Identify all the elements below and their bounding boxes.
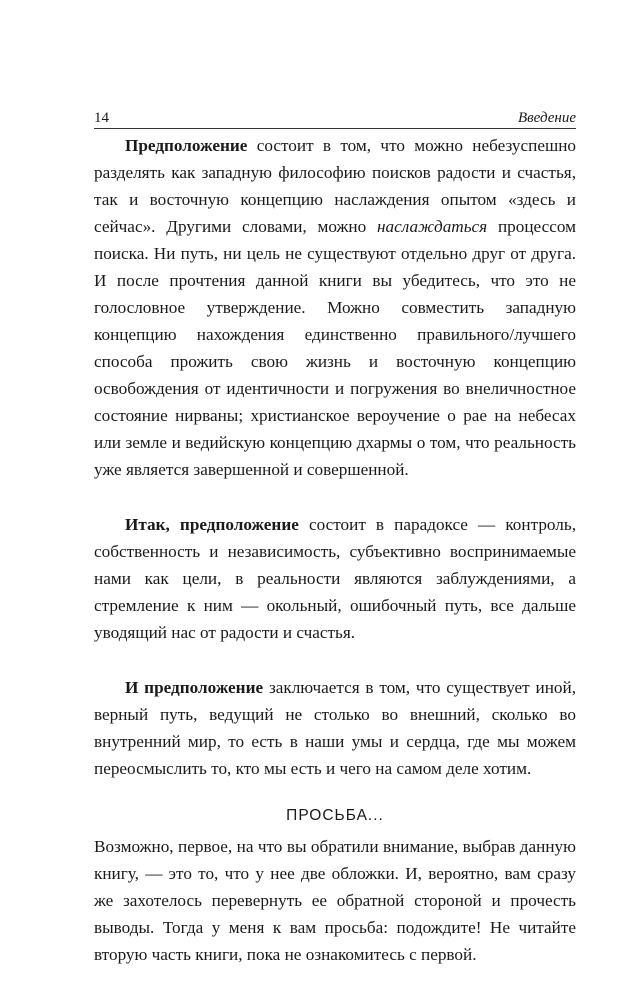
paragraph-2 (94, 511, 576, 646)
section-heading: ПРОСЬБА... (286, 807, 384, 824)
paragraph-1-text-a: состоит в том, что можно небезуспешно разделять как западную философию поисков радости и счастья, так и восточную концепцию наслаждения опытом «здесь и сейчас». Другими словами, можно (94, 136, 576, 236)
header-rule (94, 128, 576, 129)
paragraph-3 (94, 674, 576, 782)
paragraph-3-lead: И предположение (125, 678, 264, 697)
page-body (94, 132, 576, 968)
section-paragraph: Возможно, первое, на что вы обратили внимание, выбрав данную книгу, — это то, что у нее две обложки. И, вероятно, вам сразу же захотелось перевернуть ее обратной стороной и прочесть выводы. Тогда у меня к вам просьба: подождите! Не читайте вторую часть книги, пока не ознакомитесь с первой. (94, 837, 576, 964)
paragraph-2-text: состоит в парадоксе — контроль, собственность и независимость, субъективно воспринимаемые нами как цели, в реальности являются заблуждениями, а стремление к ним — окольный, ошибочный путь, все дальше уводящий нас от радости и счастья. (94, 515, 576, 642)
paragraph-1-text-b: процессом поиска. Ни путь, ни цель не существуют отдельно друг от друга. И после прочтения данной книги вы убедитесь, что это не голословное утверждение. Можно совместить западную концепцию нахождения единственно правильного/лучшего способа прожить свою жизнь и восточную концепцию освобождения от идентичности и погружения во внеличностное состояние нирваны; христианское вероучение о рае на небесах или земле и ведийскую концепцию дхармы о том, что реальность уже является завершенной и совершенной. (94, 217, 576, 479)
page-number: 14 (94, 110, 109, 126)
paragraph-1 (94, 132, 576, 483)
paragraph-2-lead: Итак, предположение (125, 515, 299, 534)
paragraph-1-italic: наслаждаться (376, 217, 488, 236)
paragraph-3-text: заключается в том, что существует иной, верный путь, ведущий не столько во внешний, сколько во внутренний мир, то есть в наши умы и сердца, где мы можем переосмыслить то, кто мы есть и чего на самом деле хотим. (94, 678, 576, 778)
running-header (94, 103, 576, 127)
paragraph-1-lead: Предположение (125, 136, 248, 155)
running-section-title: Введение (518, 110, 576, 126)
